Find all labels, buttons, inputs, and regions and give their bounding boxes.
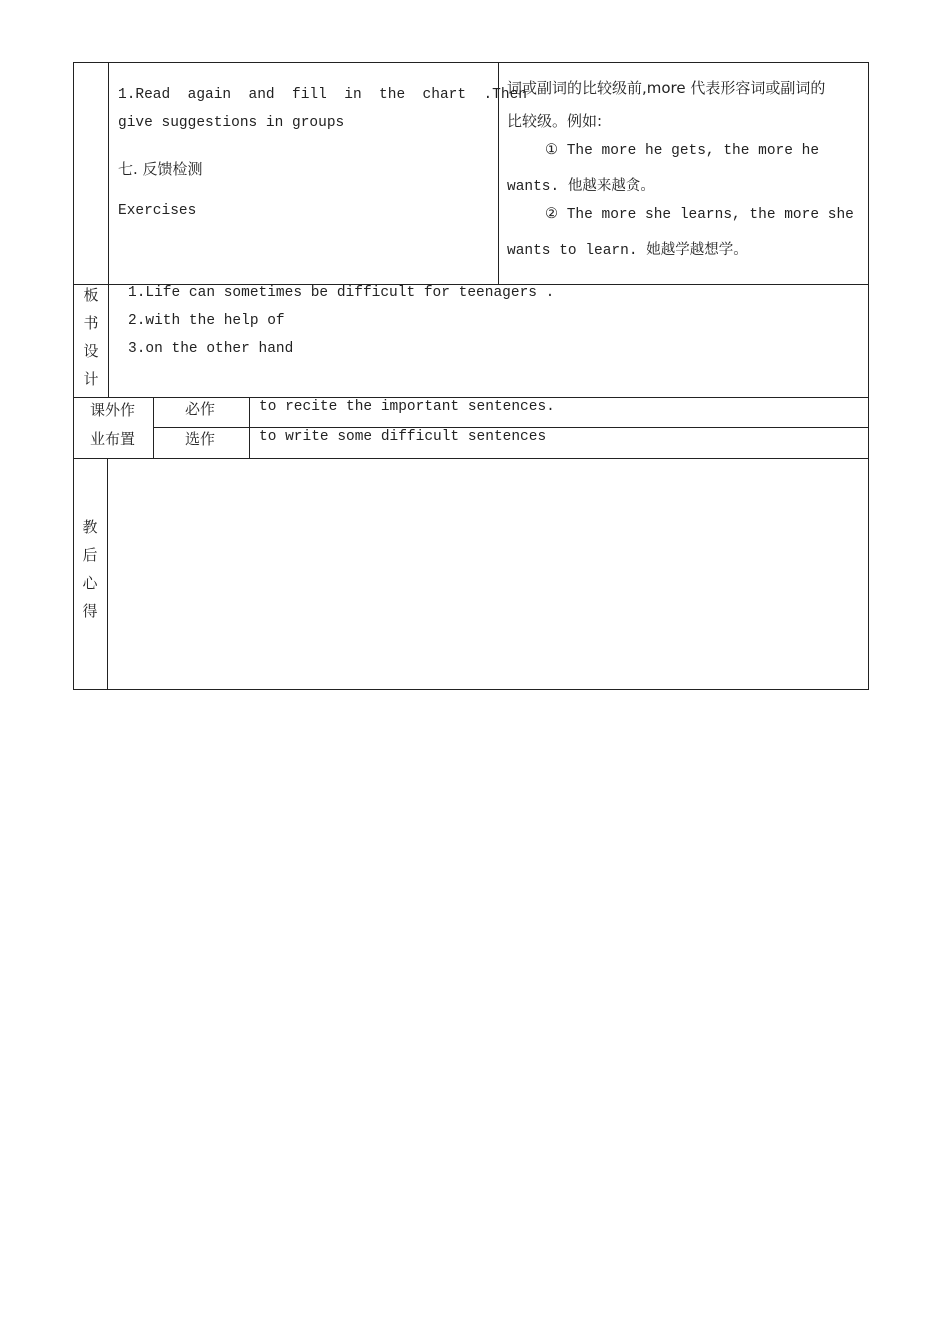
row-divider-homework xyxy=(153,427,869,428)
label-column-divider-top xyxy=(108,62,109,398)
activity-line-2: give suggestions in groups xyxy=(118,115,345,131)
activity-line-1: 1.Read again and fill in the chart .Then xyxy=(118,87,527,103)
board-design-char-3: 设 xyxy=(83,342,99,360)
board-item-3: 3.on the other hand xyxy=(128,341,294,357)
table-border-right xyxy=(868,62,869,690)
required-homework-text: to recite the important sentences. xyxy=(259,399,555,415)
homework-type-divider xyxy=(249,397,250,459)
board-item-2: 2.with the help of xyxy=(128,313,285,329)
homework-label-line-1: 课外作 xyxy=(90,401,136,419)
board-item-1: 1.Life can sometimes be difficult for teenagers . xyxy=(128,285,555,301)
reflection-char-1: 教 xyxy=(82,518,98,536)
homework-label-divider xyxy=(153,397,154,459)
grammar-note-line-2: 比较级。例如: xyxy=(507,112,603,130)
exercises-label: Exercises xyxy=(118,203,197,219)
optional-homework-text: to write some difficult sentences xyxy=(259,429,547,445)
optional-homework-label: 选作 xyxy=(185,430,216,448)
reflection-char-2: 后 xyxy=(82,546,98,564)
example-1-line-2: wants. 他越来越贪。 xyxy=(507,179,655,195)
board-design-char-4: 计 xyxy=(83,370,99,388)
example-2-line-2: wants to learn. 她越学越想学。 xyxy=(507,243,748,259)
required-homework-label: 必作 xyxy=(185,400,216,418)
grammar-note-line-1: 词或副词的比较级前,more 代表形容词或副词的 xyxy=(507,79,826,97)
label-column-divider-bottom xyxy=(107,458,108,690)
table-border-top xyxy=(73,62,869,63)
reflection-content xyxy=(112,462,864,686)
row-divider-3 xyxy=(73,458,869,459)
reflection-char-4: 得 xyxy=(82,602,98,620)
homework-label-line-2: 业布置 xyxy=(90,430,136,448)
board-design-char-1: 板 xyxy=(83,286,99,304)
table-border-bottom xyxy=(73,689,869,690)
section-heading: 七. 反馈检测 xyxy=(118,160,203,178)
board-design-char-2: 书 xyxy=(83,314,99,332)
reflection-char-3: 心 xyxy=(82,574,98,592)
example-1-line-1: ① The more he gets, the more he xyxy=(545,143,820,159)
example-2-line-1: ② The more she learns, the more she xyxy=(545,207,854,223)
